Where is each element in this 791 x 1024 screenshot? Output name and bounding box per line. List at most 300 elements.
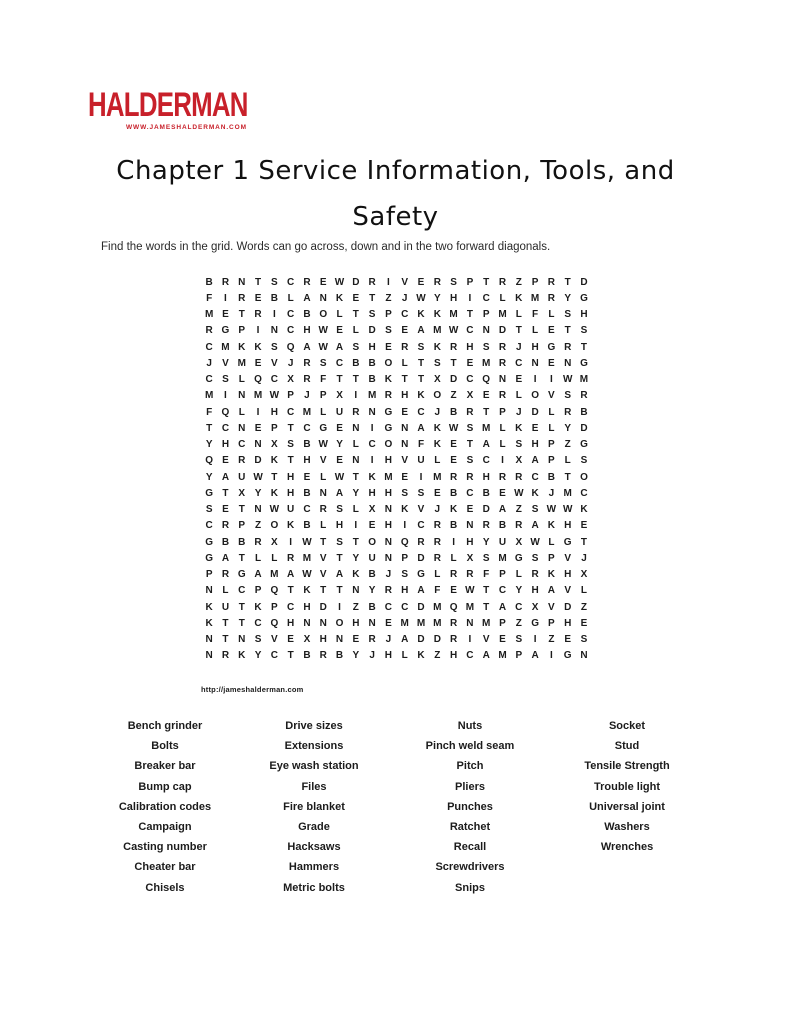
grid-cell: F xyxy=(206,406,213,418)
logo-wordmark: HALDERMAN xyxy=(88,86,248,124)
page-title-line2: Safety xyxy=(352,202,439,232)
grid-cell: C xyxy=(401,601,409,613)
grid-cell: C xyxy=(287,325,295,337)
word-list-item: Nuts xyxy=(457,720,483,732)
grid-cell: A xyxy=(221,552,230,564)
word-list-item: Hacksaws xyxy=(287,841,341,854)
grid-cell: N xyxy=(368,406,376,418)
grid-cell: P xyxy=(499,406,506,418)
grid-cell: S xyxy=(482,552,490,564)
grid-cell: D xyxy=(417,634,425,646)
grid-cell: K xyxy=(417,309,425,321)
grid-cell: E xyxy=(531,422,539,434)
grid-cell: F xyxy=(206,292,213,304)
grid-row xyxy=(201,453,592,469)
grid-cell: T xyxy=(450,357,457,369)
word-list-item: Socket xyxy=(608,720,646,732)
grid-cell: T xyxy=(287,455,294,467)
grid-cell: R xyxy=(449,569,458,581)
grid-row xyxy=(201,599,592,615)
grid-cell: D xyxy=(564,601,572,613)
grid-cell: C xyxy=(287,406,295,418)
grid-cell: S xyxy=(352,341,360,353)
grid-cell: E xyxy=(352,292,360,304)
grid-cell: J xyxy=(369,650,375,662)
word-search-grid xyxy=(201,274,592,664)
grid-cell: T xyxy=(352,471,359,483)
grid-cell: H xyxy=(449,292,458,304)
grid-cell: J xyxy=(287,357,294,369)
grid-cell: W xyxy=(562,504,573,516)
grid-cell: V xyxy=(319,552,327,564)
grid-cell: G xyxy=(319,422,328,434)
grid-cell: N xyxy=(319,617,327,629)
grid-cell: C xyxy=(466,650,474,662)
grid-cell: K xyxy=(205,601,213,613)
grid-cell: X xyxy=(238,487,246,499)
grid-cell: M xyxy=(482,422,491,434)
word-list-item: Grade xyxy=(298,820,330,833)
grid-cell: B xyxy=(352,357,360,369)
grid-cell: Y xyxy=(433,292,441,304)
grid-cell: H xyxy=(270,406,278,418)
grid-cell: R xyxy=(531,569,539,581)
grid-cell: R xyxy=(319,650,327,662)
grid-cell: A xyxy=(531,455,539,467)
grid-cell: P xyxy=(271,422,278,434)
grid-cell: T xyxy=(222,617,229,629)
grid-cell: R xyxy=(221,520,230,532)
grid-cell: W xyxy=(302,569,312,581)
grid-cell: R xyxy=(498,390,507,402)
grid-cell: P xyxy=(401,552,409,564)
grid-cell: L xyxy=(548,309,555,321)
grid-cell: Q xyxy=(449,601,458,613)
grid-cell: J xyxy=(434,504,441,516)
grid-cell: W xyxy=(253,471,263,483)
grid-cell: R xyxy=(449,634,458,646)
grid-cell: I xyxy=(354,520,358,532)
grid-cell: P xyxy=(319,390,327,402)
grid-cell: A xyxy=(303,341,311,353)
grid-cell: C xyxy=(287,601,295,613)
grid-cell: T xyxy=(466,439,473,451)
grid-cell: R xyxy=(287,552,295,564)
grid-cell: D xyxy=(352,276,360,288)
grid-cell: T xyxy=(483,276,490,288)
grid-cell: I xyxy=(549,650,553,662)
word-list-item: Punches xyxy=(447,800,493,813)
grid-cell: M xyxy=(465,601,475,613)
grid-cell: S xyxy=(450,276,457,288)
grid-cell: P xyxy=(271,601,278,613)
grid-cell: P xyxy=(531,276,539,288)
grid-cell: I xyxy=(256,325,260,337)
logo-website-text: WWW.JAMESHALDERMAN.COM xyxy=(126,124,247,131)
grid-cell: R xyxy=(221,276,230,288)
grid-cell: B xyxy=(238,536,246,548)
grid-cell: W xyxy=(318,439,328,451)
grid-cell: I xyxy=(338,601,341,613)
grid-cell: Z xyxy=(515,504,522,516)
grid-row xyxy=(201,502,592,518)
source-url-link[interactable]: http://jameshalderman.com xyxy=(201,685,304,694)
grid-cell: B xyxy=(303,439,311,451)
grid-cell: H xyxy=(449,650,458,662)
grid-cell: T xyxy=(564,471,571,483)
grid-cell: D xyxy=(368,325,376,337)
grid-cell: I xyxy=(272,309,276,321)
grid-cell: Y xyxy=(368,585,376,597)
grid-cell: E xyxy=(401,406,409,418)
grid-cell: S xyxy=(401,569,409,581)
grid-cell: H xyxy=(221,439,230,451)
grid-cell: W xyxy=(334,471,345,483)
grid-cell: C xyxy=(384,601,393,613)
grid-cell: R xyxy=(564,406,572,418)
grid-cell: P xyxy=(499,569,506,581)
grid-cell: T xyxy=(466,309,473,321)
grid-cell: G xyxy=(384,422,393,434)
grid-cell: L xyxy=(238,406,245,418)
grid-cell: T xyxy=(564,276,571,288)
grid-cell: M xyxy=(302,552,312,564)
grid-cell: M xyxy=(563,487,572,499)
grid-cell: D xyxy=(580,422,588,434)
grid-cell: S xyxy=(401,487,409,499)
grid-cell: L xyxy=(434,455,441,467)
grid-cell: A xyxy=(254,569,262,581)
grid-cell: L xyxy=(320,406,327,418)
grid-cell: R xyxy=(433,276,441,288)
grid-row xyxy=(201,339,592,355)
grid-cell: K xyxy=(433,439,441,451)
grid-cell: C xyxy=(401,309,409,321)
grid-cell: C xyxy=(498,585,507,597)
grid-cell: C xyxy=(205,341,213,353)
grid-cell: C xyxy=(303,422,311,434)
grid-cell: G xyxy=(205,536,214,548)
grid-cell: W xyxy=(514,487,524,499)
grid-cell: E xyxy=(466,504,474,516)
grid-cell: C xyxy=(303,504,311,516)
grid-cell: Y xyxy=(515,585,523,597)
word-list-item: Breaker bar xyxy=(134,760,196,773)
grid-cell: F xyxy=(532,309,539,321)
grid-cell: B xyxy=(368,374,376,386)
grid-cell: K xyxy=(335,292,344,304)
grid-row xyxy=(201,550,592,566)
grid-cell: N xyxy=(205,650,213,662)
puzzle-instructions: Find the words in the grid. Words can go across, down and in the two forward diagonals. xyxy=(101,241,551,253)
word-list-item: Pitch xyxy=(456,760,484,773)
grid-cell: S xyxy=(287,439,294,451)
grid-cell: B xyxy=(498,520,507,532)
grid-cell: X xyxy=(580,569,588,581)
grid-cell: C xyxy=(254,617,262,629)
grid-cell: H xyxy=(368,487,376,499)
grid-cell: H xyxy=(482,471,490,483)
grid-cell: X xyxy=(303,634,311,646)
grid-cell: T xyxy=(320,536,327,548)
word-list-item: Files xyxy=(301,780,327,793)
grid-cell: Z xyxy=(515,276,522,288)
grid-cell: S xyxy=(433,357,441,369)
grid-cell: Q xyxy=(400,536,409,548)
grid-cell: R xyxy=(238,292,246,304)
halderman-logo xyxy=(88,88,298,131)
grid-cell: O xyxy=(531,390,539,402)
grid-cell: X xyxy=(515,536,523,548)
grid-cell: H xyxy=(384,520,393,532)
grid-cell: C xyxy=(482,455,490,467)
grid-cell: C xyxy=(238,439,246,451)
grid-cell: N xyxy=(352,422,360,434)
grid-cell: N xyxy=(238,634,246,646)
grid-cell: L xyxy=(401,650,408,662)
grid-cell: I xyxy=(370,455,374,467)
grid-cell: T xyxy=(254,276,262,288)
grid-cell: M xyxy=(498,650,507,662)
grid-cell: U xyxy=(417,455,425,467)
grid-cell: W xyxy=(448,422,459,434)
grid-cell: G xyxy=(563,650,572,662)
grid-cell: M xyxy=(204,309,214,321)
grid-cell: D xyxy=(433,634,441,646)
grid-cell: C xyxy=(515,601,523,613)
grid-cell: R xyxy=(482,520,490,532)
grid-cell: B xyxy=(368,357,376,369)
grid-cell: T xyxy=(483,406,490,418)
word-list-item: Snips xyxy=(455,881,485,894)
grid-cell: R xyxy=(466,471,474,483)
word-list-item: Eye wash station xyxy=(269,760,359,773)
grid-cell: X xyxy=(466,390,474,402)
grid-cell: S xyxy=(254,634,262,646)
grid-cell: D xyxy=(580,276,588,288)
grid-cell: S xyxy=(417,487,425,499)
grid-cell: Z xyxy=(385,292,392,304)
word-list-item: Screwdrivers xyxy=(435,861,505,874)
grid-cell: E xyxy=(254,422,262,434)
grid-cell: Z xyxy=(580,601,588,613)
grid-cell: R xyxy=(515,471,523,483)
grid-cell: C xyxy=(417,406,425,418)
grid-cell: W xyxy=(546,504,557,516)
grid-cell: D xyxy=(449,374,458,386)
grid-cell: T xyxy=(238,601,245,613)
grid-cell: C xyxy=(287,276,295,288)
grid-cell: B xyxy=(303,309,311,321)
grid-cell: P xyxy=(238,325,246,337)
grid-cell: H xyxy=(352,617,360,629)
grid-cell: M xyxy=(237,357,246,369)
page-title-line1: Chapter 1 Service Information, Tools, and xyxy=(116,156,675,186)
grid-cell: T xyxy=(564,325,571,337)
grid-cell: L xyxy=(564,455,571,467)
grid-cell: K xyxy=(433,422,441,434)
grid-cell: C xyxy=(466,487,474,499)
grid-cell: E xyxy=(580,617,588,629)
grid-row xyxy=(201,355,592,371)
grid-cell: V xyxy=(271,634,278,646)
grid-cell: K xyxy=(515,422,523,434)
grid-cell: Y xyxy=(205,471,213,483)
grid-cell: B xyxy=(482,487,490,499)
grid-row xyxy=(201,323,592,339)
grid-cell: H xyxy=(531,585,539,597)
word-list-item: Bump cap xyxy=(138,780,192,793)
grid-cell: Z xyxy=(515,617,522,629)
grid-cell: T xyxy=(336,585,343,597)
grid-cell: B xyxy=(303,650,311,662)
grid-cell: R xyxy=(433,552,441,564)
grid-cell: E xyxy=(450,585,457,597)
grid-row xyxy=(201,648,592,664)
grid-cell: B xyxy=(449,520,458,532)
grid-row xyxy=(201,615,592,631)
grid-cell: N xyxy=(319,487,327,499)
grid-cell: S xyxy=(271,276,278,288)
grid-cell: M xyxy=(579,374,589,386)
grid-cell: G xyxy=(514,552,523,564)
grid-cell: B xyxy=(449,487,458,499)
grid-cell: V xyxy=(417,504,425,516)
grid-cell: W xyxy=(562,374,573,386)
grid-cell: N xyxy=(384,536,393,548)
grid-cell: H xyxy=(564,617,572,629)
grid-cell: T xyxy=(320,585,327,597)
grid-cell: H xyxy=(384,455,393,467)
grid-cell: Y xyxy=(352,487,360,499)
grid-cell: R xyxy=(221,650,230,662)
grid-cell: D xyxy=(482,504,490,516)
grid-cell: D xyxy=(498,325,507,337)
grid-cell: T xyxy=(238,552,245,564)
grid-cell: D xyxy=(319,601,327,613)
grid-cell: B xyxy=(580,406,588,418)
grid-cell: L xyxy=(238,374,245,386)
word-list-item: Casting number xyxy=(123,841,207,854)
grid-cell: S xyxy=(580,325,588,337)
grid-cell: R xyxy=(515,520,523,532)
grid-cell: E xyxy=(319,276,327,288)
grid-cell: E xyxy=(368,520,376,532)
grid-cell: A xyxy=(531,520,539,532)
grid-cell: S xyxy=(515,439,523,451)
grid-cell: T xyxy=(483,585,490,597)
grid-cell: W xyxy=(465,585,475,597)
grid-cell: L xyxy=(548,406,555,418)
grid-cell: U xyxy=(221,601,230,613)
grid-cell: J xyxy=(385,569,392,581)
grid-cell: L xyxy=(515,309,522,321)
grid-cell: B xyxy=(205,276,213,288)
grid-cell: L xyxy=(499,439,506,451)
grid-cell: S xyxy=(531,552,539,564)
grid-cell: B xyxy=(303,520,311,532)
grid-cell: K xyxy=(417,650,425,662)
grid-cell: M xyxy=(400,617,409,629)
grid-cell: O xyxy=(384,439,393,451)
grid-cell: Z xyxy=(254,520,262,532)
grid-cell: T xyxy=(206,422,213,434)
grid-cell: K xyxy=(238,341,246,353)
grid-cell: E xyxy=(385,617,392,629)
grid-cell: C xyxy=(515,357,523,369)
grid-cell: M xyxy=(253,390,263,402)
grid-cell: R xyxy=(547,292,555,304)
grid-cell: T xyxy=(287,650,294,662)
word-list-item: Ratchet xyxy=(449,820,491,833)
grid-cell: K xyxy=(238,650,246,662)
grid-cell: I xyxy=(256,406,260,418)
grid-cell: C xyxy=(466,374,474,386)
grid-cell: H xyxy=(384,487,393,499)
grid-cell: X xyxy=(368,504,376,516)
grid-cell: M xyxy=(498,309,507,321)
grid-cell: H xyxy=(531,439,539,451)
grid-cell: I xyxy=(354,390,358,402)
grid-cell: I xyxy=(403,520,407,532)
grid-cell: N xyxy=(352,455,360,467)
grid-cell: E xyxy=(499,634,506,646)
grid-cell: M xyxy=(384,471,393,483)
grid-cell: L xyxy=(515,569,522,581)
grid-cell: G xyxy=(547,341,556,353)
grid-row xyxy=(201,518,592,534)
grid-cell: R xyxy=(498,357,507,369)
grid-cell: S xyxy=(336,536,343,548)
grid-cell: L xyxy=(499,422,506,434)
grid-cell: R xyxy=(238,455,246,467)
grid-cell: E xyxy=(515,374,523,386)
grid-cell: G xyxy=(563,536,572,548)
grid-cell: V xyxy=(222,357,229,369)
grid-cell: N xyxy=(401,439,409,451)
grid-cell: L xyxy=(499,292,506,304)
grid-cell: K xyxy=(433,309,441,321)
grid-cell: E xyxy=(401,325,409,337)
grid-cell: H xyxy=(401,585,409,597)
grid-cell: L xyxy=(352,504,359,516)
grid-cell: S xyxy=(417,341,425,353)
grid-cell: S xyxy=(271,341,278,353)
grid-cell: A xyxy=(482,650,490,662)
grid-cell: E xyxy=(482,390,490,402)
grid-cell: B xyxy=(270,292,278,304)
grid-cell: X xyxy=(515,455,523,467)
grid-cell: W xyxy=(530,536,540,548)
grid-cell: N xyxy=(238,422,246,434)
grid-cell: C xyxy=(335,357,344,369)
grid-cell: T xyxy=(287,422,294,434)
grid-cell: D xyxy=(417,552,425,564)
grid-cell: R xyxy=(352,406,360,418)
word-list-item: Extensions xyxy=(284,740,344,753)
word-list-item: Hammers xyxy=(288,861,340,874)
word-list-column xyxy=(527,716,727,857)
grid-cell: L xyxy=(352,325,359,337)
grid-cell: A xyxy=(401,634,409,646)
word-list-item: Washers xyxy=(604,820,650,833)
grid-cell: N xyxy=(498,374,507,386)
grid-cell: R xyxy=(303,357,311,369)
word-list-item: Metric bolts xyxy=(283,881,345,894)
grid-cell: K xyxy=(449,504,458,516)
grid-cell: Y xyxy=(205,439,213,451)
grid-cell: G xyxy=(531,617,539,629)
